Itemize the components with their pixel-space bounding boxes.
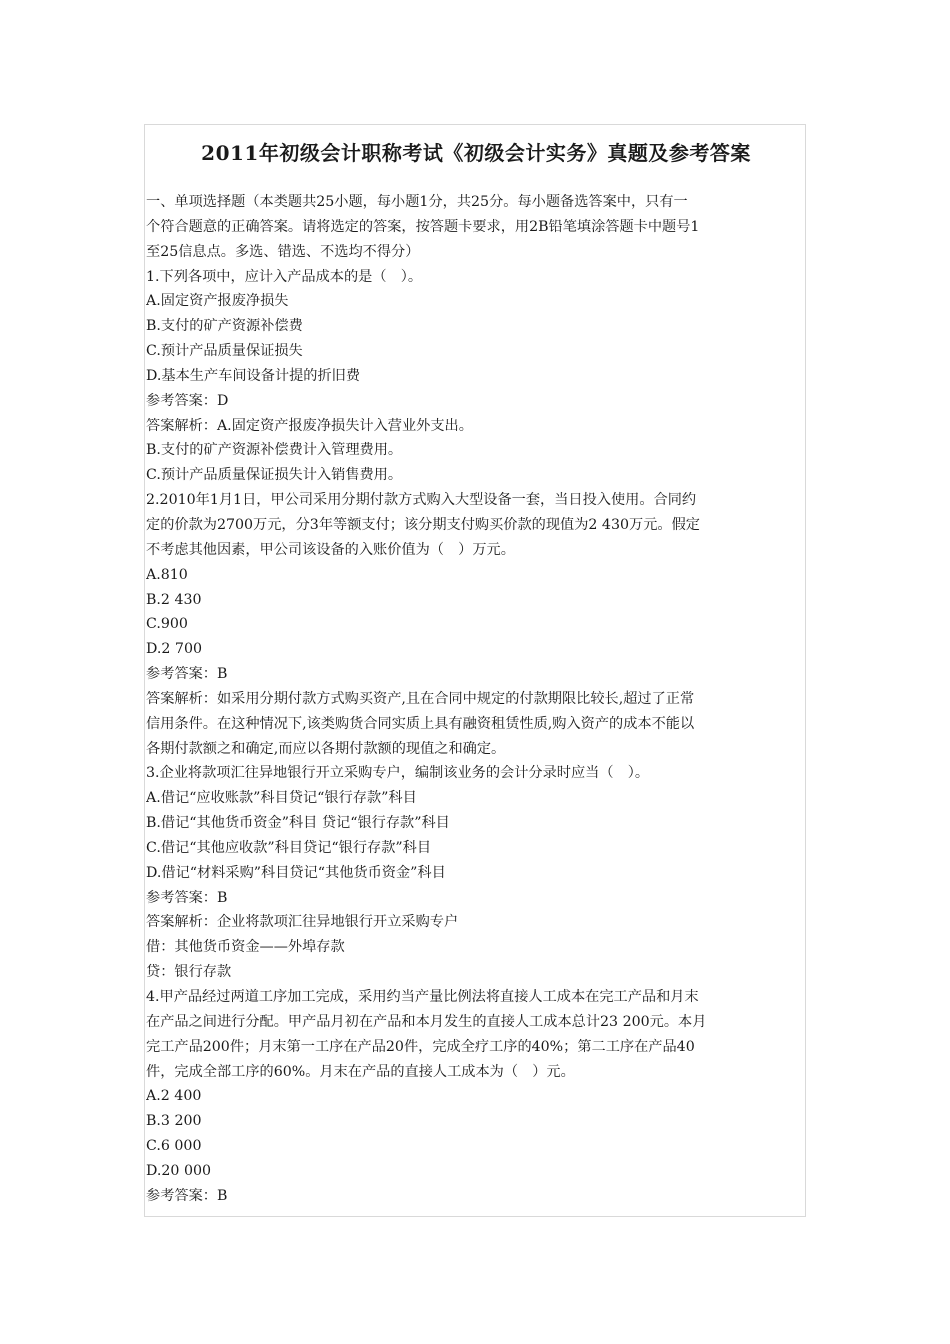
text-line: D.基本生产车间设备计提的折旧费 <box>146 367 361 384</box>
text-line: 1.下列各项中，应计入产品成本的是（ ）。 <box>146 268 423 285</box>
text-line: A.固定资产报废净损失 <box>146 293 289 310</box>
text-line: 完工产品200件；月末第一工序在产品20件，完成全疗工序的40%；第二工序在产品40 <box>146 1038 695 1055</box>
text-line: C.6 000 <box>146 1138 202 1155</box>
text-line: 信用条件。在这种情况下,该类购货合同实质上具有融资租赁性质,购入资产的成本不能以 <box>146 715 695 732</box>
text-line: 参考答案：B <box>146 889 228 906</box>
text-line: 3.企业将款项汇往异地银行开立采购专户，编制该业务的会计分录时应当（ ）。 <box>146 765 650 782</box>
text-line: 答案解析：A.固定资产报废净损失计入营业外支出。 <box>146 417 473 434</box>
text-line: D.20 000 <box>146 1162 212 1179</box>
text-line: C.预计产品质量保证损失计入销售费用。 <box>146 467 403 484</box>
text-line: 至25信息点。多选、错选、不选均不得分） <box>146 243 420 260</box>
text-line: 参考答案：B <box>146 666 228 683</box>
text-line: 个符合题意的正确答案。请将选定的答案，按答题卡要求，用2B铅笔填涂答题卡中题号1 <box>146 218 700 235</box>
text-line: 定的价款为2700万元，分3年等额支付；该分期支付购买价款的现值为2 430万元。假定 <box>146 516 700 533</box>
text-line: B.借记“其他货币资金”科目 贷记“银行存款”科目 <box>146 815 450 832</box>
text-line: A.2 400 <box>146 1088 202 1105</box>
text-line: 参考答案：D <box>146 392 229 409</box>
text-line: B.2 430 <box>146 591 202 608</box>
text-line: 答案解析：企业将款项汇往异地银行开立采购专户 <box>146 914 459 931</box>
text-line: B.3 200 <box>146 1113 202 1130</box>
text-line: C.预计产品质量保证损失 <box>146 343 303 360</box>
text-line: 参考答案：B <box>146 1187 228 1204</box>
text-line: 一、单项选择题（本类题共25小题，每小题1分，共25分。每小题备选答案中，只有一 <box>146 194 688 210</box>
text-line: C.借记“其他应收款”科目贷记“银行存款”科目 <box>146 839 432 856</box>
text-line: 贷：银行存款 <box>146 964 232 981</box>
text-line: B.支付的矿产资源补偿费 <box>146 318 303 335</box>
document-body <box>146 138 806 1209</box>
text-line: 答案解析：如采用分期付款方式购买资产,且在合同中规定的付款期限比较长,超过了正常 <box>146 690 695 707</box>
text-line: 借：其他货币资金——外埠存款 <box>146 939 345 956</box>
text-line: D.2 700 <box>146 641 202 658</box>
text-line: 4.甲产品经过两道工序加工完成，采用约当产量比例法将直接人工成本在完工产品和月末 <box>146 989 699 1005</box>
text-line: 不考虑其他因素，甲公司该设备的入账价值为（ ）万元。 <box>146 541 515 558</box>
document-text <box>146 190 806 1209</box>
document-title: 2011年初级会计职称考试《初级会计实务》真题及参考答案 <box>201 141 751 165</box>
text-line: 在产品之间进行分配。甲产品月初在产品和本月发生的直接人工成本总计23 200元。本月 <box>146 1013 707 1030</box>
text-line: B.支付的矿产资源补偿费计入管理费用。 <box>146 442 403 459</box>
text-line: 各期付款额之和确定,而应以各期付款额的现值之和确定。 <box>146 740 506 757</box>
text-line: A.借记“应收账款”科目贷记“银行存款”科目 <box>146 790 417 807</box>
text-line: 件，完成全部工序的60%。月末在产品的直接人工成本为（ ）元。 <box>146 1063 575 1080</box>
text-line: A.810 <box>146 566 188 583</box>
text-line: 2.2010年1月1日，甲公司采用分期付款方式购入大型设备一套，当日投入使用。合同约 <box>146 492 697 509</box>
text-line: D.借记“材料采购”科目贷记“其他货币资金”科目 <box>146 864 446 881</box>
text-line: C.900 <box>146 616 188 633</box>
